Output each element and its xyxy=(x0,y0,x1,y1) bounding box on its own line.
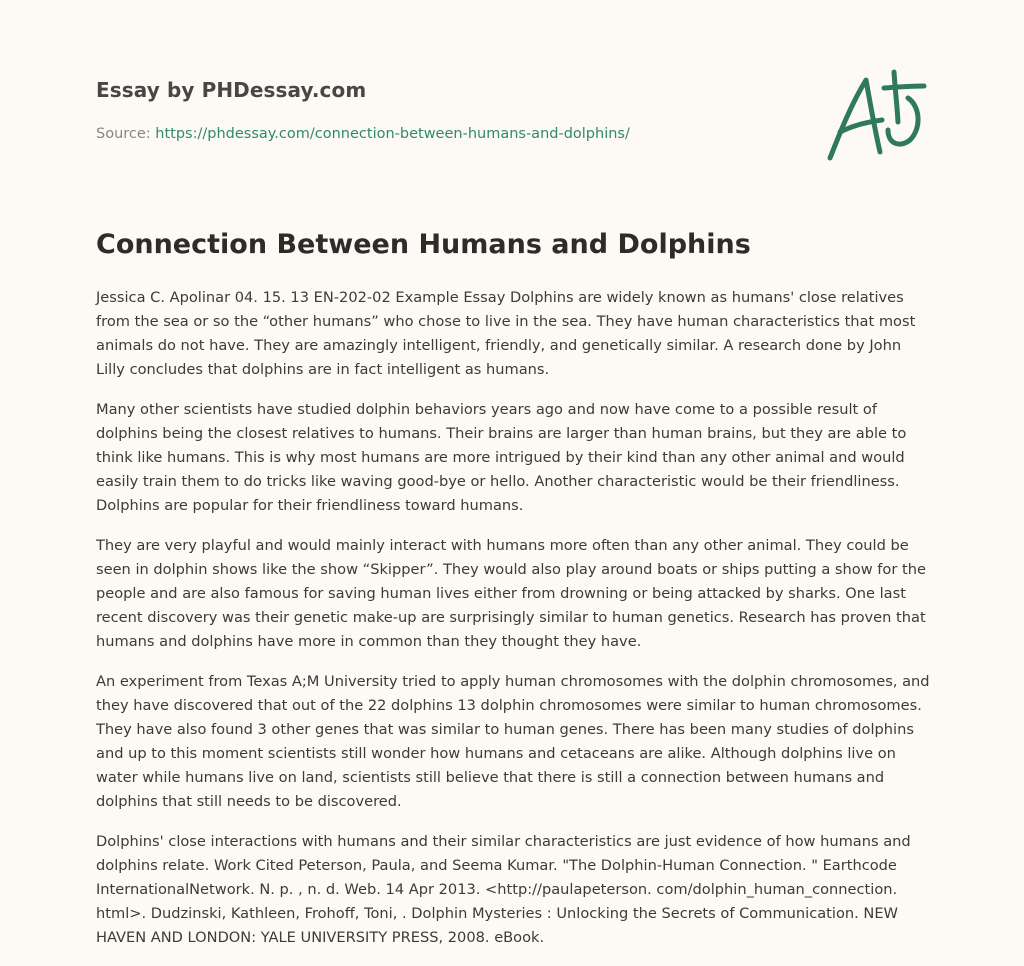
article-body xyxy=(96,286,930,966)
article-title: Connection Between Humans and Dolphins xyxy=(96,229,751,260)
paragraph: Jessica C. Apolinar 04. 15. 13 EN-202-02 Example Essay Dolphins are widely known as humans' close relatives from the sea or so the “other humans” who chose to live in the sea. They have human characteristics that most animals do not have. They are amazingly intelligent, friendly, and genetically similar. A research done by John Lilly concludes that dolphins are in fact intelligent as humans. xyxy=(96,289,916,378)
source-link[interactable]: https://phdessay.com/connection-between-humans-and-dolphins/ xyxy=(155,126,630,142)
logo-text: A+ xyxy=(822,66,824,67)
source-line xyxy=(96,124,796,144)
paragraph: They are very playful and would mainly interact with humans more often than any other animal. They could be seen in dolphin shows like the show “Skipper”. They would also play around boats or ships putting a show for the people and are also famous for saving human lives either from drowning or being attacked by sharks. One last recent discovery was their genetic make-up are surprisingly similar to human genetics. Research has proven that humans and dolphins have more in common than they thought they have. xyxy=(96,537,926,650)
paragraph: An experiment from Texas A;M University tried to apply human chromosomes with the dolphin chromosomes, and they have discovered that out of the 22 dolphins 13 dolphin chromosomes were similar to human chromosomes. They have also found 3 other genes that was similar to human genes. There has been many studies of dolphins and up to this moment scientists still wonder how humans and cetaceans are alike. Although dolphins live on water while humans live on land, scientists still believe that there is still a connection between humans and dolphins that still needs to be discovered. xyxy=(96,673,930,810)
source-label: Source: xyxy=(96,126,151,142)
page-header xyxy=(96,76,796,144)
paragraph: Many other scientists have studied dolphin behaviors years ago and now have come to a possible result of dolphins being the closest relatives to humans. Their brains are larger than human brains, but they are able to think like humans. This is why most humans are more intrigued by their kind than any other animal and would easily train them to do tricks like waving good-bye or hello. Another characteristic would be their friendliness. Dolphins are popular for their friendliness toward humans. xyxy=(96,401,907,514)
site-brand: Essay by PHDessay.com xyxy=(96,78,367,102)
a-plus-logo-icon xyxy=(822,66,932,166)
paragraph: Dolphins' close interactions with humans and their similar characteristics are just evidence of how humans and dolphins relate. Work Cited Peterson, Paula, and Seema Kumar. "The Dolphin-Human Connection. " Earthcode InternationalNetwork. N. p. , n. d. Web. 14 Apr 2013. <http://paulapeterson. com/dolphin_human_connection. html>. Dudzinski, Kathleen, Frohoff, Toni, . Dolphin Mysteries : Unlocking the Secrets of Communication. NEW HAVEN AND LONDON: YALE UNIVERSITY PRESS, 2008. eBook. xyxy=(96,833,911,946)
